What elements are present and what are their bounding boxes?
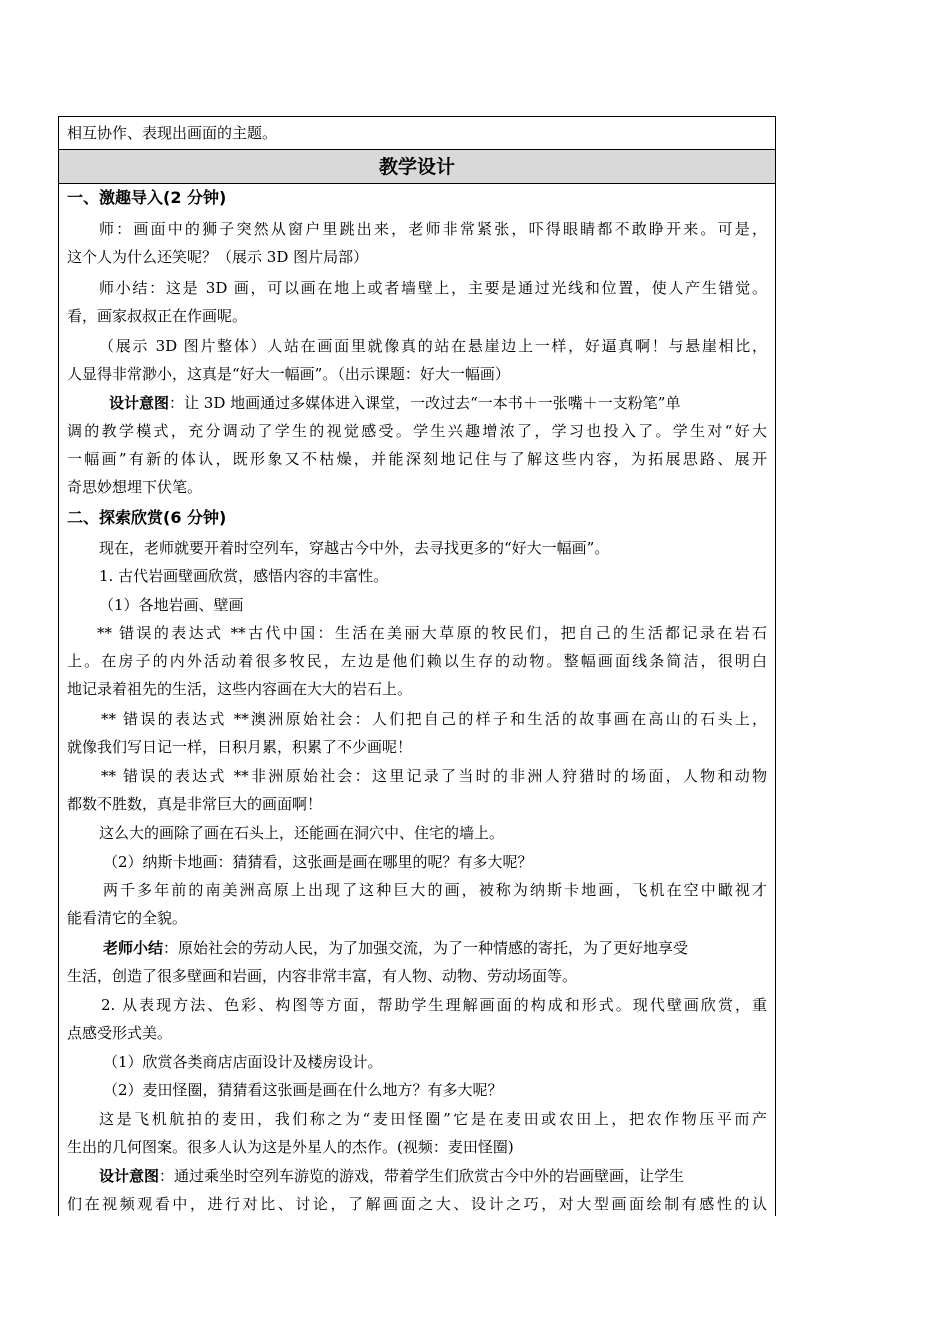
paragraph-line: 人显得非常渺小，这真是“好大一幅画”。（出示课题：好大一幅画） (67, 365, 510, 383)
paragraph-line: 地记录着祖先的生活，这些内容画在大大的岩石上。 (67, 680, 413, 698)
paragraph-line: 师：画面中的狮子突然从窗户里跳出来，老师非常紧张，吓得眼睛都不敢睁开来。可是， (99, 220, 767, 238)
paragraph-line: 就像我们写日记一样，日积月累，积累了不少画呢！ (67, 738, 413, 756)
lesson-table (58, 116, 776, 1216)
paragraph-line: 2. 从表现方法、色彩、构图等方面，帮助学生理解画面的构成和形式。现代壁画欣赏，重 (101, 996, 767, 1014)
paragraph-line: 这个人为什么还笑呢？（展示 3D 图片局部） (67, 248, 369, 266)
paragraph-line: 点感受形式美。 (67, 1024, 173, 1042)
paragraph-line: 奇思妙想埋下伏笔。 (67, 478, 203, 496)
paragraph-line: 调的教学模式，充分调动了学生的视觉感受。学生兴趣增浓了，学习也投入了。学生对“好大 (67, 422, 767, 440)
teacher-summary-label: 老师小结 (103, 939, 164, 957)
paragraph-line: 能看清它的全貌。 (67, 909, 188, 927)
paragraph-text: ：原始社会的劳动人民，为了加强交流，为了一种情感的寄托，为了更好地享受 (163, 939, 689, 957)
part1-heading: 一、激趣导入(2 分钟) (67, 188, 227, 207)
paragraph-line: 们在视频观看中，进行对比、讨论，了解画面之大、设计之巧，对大型画面绘制有感性的认 (67, 1195, 767, 1213)
paragraph-line: ** 错误的表达式 **澳洲原始社会：人们把自己的样子和生活的故事画在高山的石头上， (101, 710, 767, 728)
paragraph-line: ** 错误的表达式 **古代中国：生活在美丽大草原的牧民们，把自己的生活都记录在岩石 (97, 624, 767, 642)
paragraph-line: 1. 古代岩画壁画欣赏，感悟内容的丰富性。 (99, 567, 389, 585)
paragraph-line: 一幅画”有新的体认，既形象又不枯燥，并能深刻地记住与了解这些内容，为拓展思路、展开 (67, 450, 767, 468)
paragraph-line: 现在，老师就要开着时空列车，穿越古今中外，去寻找更多的“好大一幅画”。 (99, 539, 610, 557)
paragraph-line: 都数不胜数，真是非常巨大的画面啊！ (67, 795, 323, 813)
paragraph-line: （1）各地岩画、壁画 (99, 596, 244, 614)
paragraph-line: 看，画家叔叔正在作画呢。 (67, 307, 248, 325)
paragraph-line: （展示 3D 图片整体）人站在画面里就像真的站在悬崖边上一样，好逼真啊！与悬崖相比， (99, 337, 767, 355)
paragraph-text: ：通过乘坐时空列车游览的游戏，带着学生们欣赏古今中外的岩画壁画，让学生 (159, 1167, 685, 1185)
paragraph-line: 这是飞机航拍的麦田，我们称之为“麦田怪圈”它是在麦田或农田上，把农作物压平而产 (99, 1110, 767, 1128)
design-intent-line (109, 389, 767, 417)
design-intent-line (99, 1162, 767, 1190)
paragraph-line: 师小结：这是 3D 画，可以画在地上或者墙壁上，主要是通过光线和位置，使人产生错觉。 (99, 279, 767, 297)
part2-heading: 二、探索欣赏(6 分钟) (67, 508, 227, 527)
design-intent-label: 设计意图 (109, 394, 170, 412)
paragraph-line: 生活，创造了很多壁画和岩画，内容非常丰富，有人物、动物、劳动场面等。 (67, 967, 578, 985)
paragraph-line: 两千多年前的南美洲高原上出现了这种巨大的画，被称为纳斯卡地画，飞机在空中瞰视才 (103, 881, 767, 899)
paragraph-text: ：让 3D 地画通过多媒体进入课堂，一改过去“一本书＋一张嘴＋一支粉笔”单 (169, 394, 681, 412)
design-intent-label: 设计意图 (99, 1167, 160, 1185)
paragraph-line: （2）麦田怪圈，猜猜看这张画是画在什么地方？有多大呢？ (103, 1081, 503, 1099)
paragraph-line: （1）欣赏各类商店店面设计及楼房设计。 (103, 1053, 383, 1071)
section-header: 教学设计 (59, 150, 775, 184)
teacher-summary-line (103, 934, 767, 962)
paragraph-line: 上。在房子的内外活动着很多牧民，左边是他们赖以生存的动物。整幅画面线条简洁，很明白 (67, 652, 767, 670)
paragraph-line: 这么大的画除了画在石头上，还能画在洞穴中、住宅的墙上。 (99, 824, 505, 842)
previous-row-text: 相互协作、表现出画面的主题。 (59, 117, 775, 150)
paragraph-line: ** 错误的表达式 **非洲原始社会：这里记录了当时的非洲人狩猎时的场面，人物和动物 (101, 767, 767, 785)
paragraph-line: （2）纳斯卡地画：猜猜看，这张画是画在哪里的呢？有多大呢？ (103, 853, 533, 871)
paragraph-line: 生出的几何图案。很多人认为这是外星人的杰作。(视频：麦田怪圈) (67, 1138, 514, 1156)
